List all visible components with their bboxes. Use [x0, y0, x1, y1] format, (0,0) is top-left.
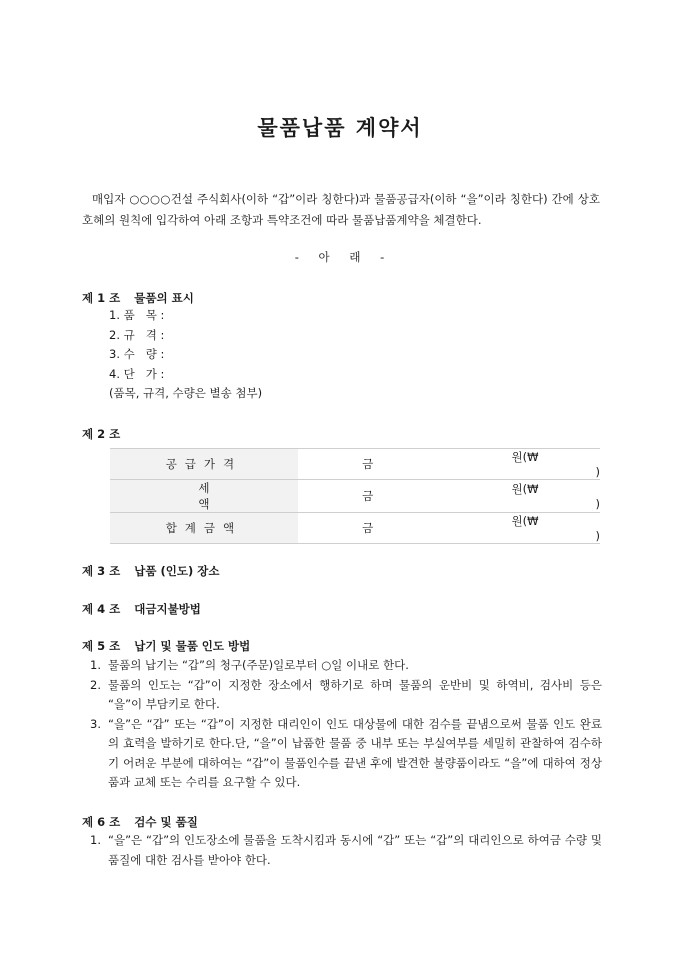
list-item: 1. 물품의 납기는 “갑”의 청구(주문)일로부터 ○일 이내로 한다.: [90, 658, 409, 672]
article-3-number: 제 3 조: [82, 564, 121, 578]
center-mark: - 아 래 -: [294, 250, 386, 264]
list-item: 1. 품 목 :: [109, 308, 165, 322]
amount-table: [110, 448, 600, 544]
won-field: 원(₩): [458, 449, 601, 480]
tax-amount-label: 세액: [110, 480, 298, 513]
article-6-number: 제 6 조: [82, 815, 121, 829]
table-row: [110, 480, 600, 513]
article-6-list: [90, 831, 602, 870]
currency-unit: 금: [298, 480, 458, 513]
article-2-heading: [82, 426, 130, 442]
article-1-number: 제 1 조: [82, 291, 121, 305]
article-4-number: 제 4 조: [82, 602, 121, 616]
article-1-note: (품목, 규격, 수량은 별송 첨부): [109, 386, 263, 400]
table-row: [110, 513, 600, 544]
total-amount-label: 합계금액: [110, 513, 298, 544]
list-item: 2. 규 격 :: [109, 327, 165, 342]
article-3-heading: [82, 563, 219, 579]
article-1-list: [109, 306, 262, 404]
article-5-heading: [82, 638, 250, 654]
won-field: 원(₩): [458, 513, 601, 544]
list-item: 3. 수 량 :: [109, 347, 165, 361]
list-item: 4. 단 가 :: [109, 366, 165, 381]
article-2-number: 제 2 조: [82, 427, 121, 441]
article-4-title: 대금지불방법: [134, 602, 201, 616]
article-1-title: 물품의 표시: [134, 291, 194, 305]
currency-unit: 금: [298, 449, 458, 480]
article-6-title: 검수 및 품질: [134, 815, 198, 829]
article-4-heading: [82, 601, 201, 617]
article-6-heading: [82, 814, 198, 830]
currency-unit: 금: [298, 513, 458, 544]
article-5-number: 제 5 조: [82, 639, 121, 653]
list-item: 3. “을”은 “갑” 또는 “갑”이 지정한 대리인이 인도 대상물에 대한 검수를 끝냄으로써 물품 인도 완료의 효력을 발하기로 한다.단, “을”이 납품한 물품 중 내부 또는 부실여부를 세밀히 관찰하여 검수하기 어려운 부분에 대하여는 “갑”이 물품인수를 끝낸 후에 발견한 불량품이라도 “을”에 대하여 정상품과 교체 또는 수리를 요구할 수 있다.: [90, 716, 602, 789]
article-3-title: 납품 (인도) 장소: [134, 564, 220, 578]
won-field: 원(₩): [458, 480, 601, 513]
intro-text: 매입자 ○○○○건설 주식회사(이하 “갑”이라 칭한다)과 물품공급자(이하 “을”이라 칭한다) 간에 상호 호혜의 원칙에 입각하여 아래 조항과 특약조건에 따라 물품납품계약을 체결한다.: [82, 192, 600, 227]
document-title: 물품납품 계약서: [257, 116, 423, 140]
supply-price-label: 공급가격: [110, 449, 298, 480]
article-5-list: [90, 656, 602, 793]
article-1-heading: [82, 290, 194, 306]
intro-paragraph: [82, 189, 600, 231]
list-item: 2. 물품의 인도는 “갑”이 지정한 장소에서 행하기로 하며 물품의 운반비 및 하역비, 검사비 등은 “을”이 부담키로 한다.: [90, 677, 602, 711]
list-item: 1. “을”은 “갑”의 인도장소에 물품을 도착시킴과 동시에 “갑” 또는 “갑”의 대리인으로 하여금 수량 및 품질에 대한 검사를 받아야 한다.: [90, 833, 602, 867]
article-5-title: 납기 및 물품 인도 방법: [134, 639, 251, 653]
table-row: [110, 449, 600, 480]
